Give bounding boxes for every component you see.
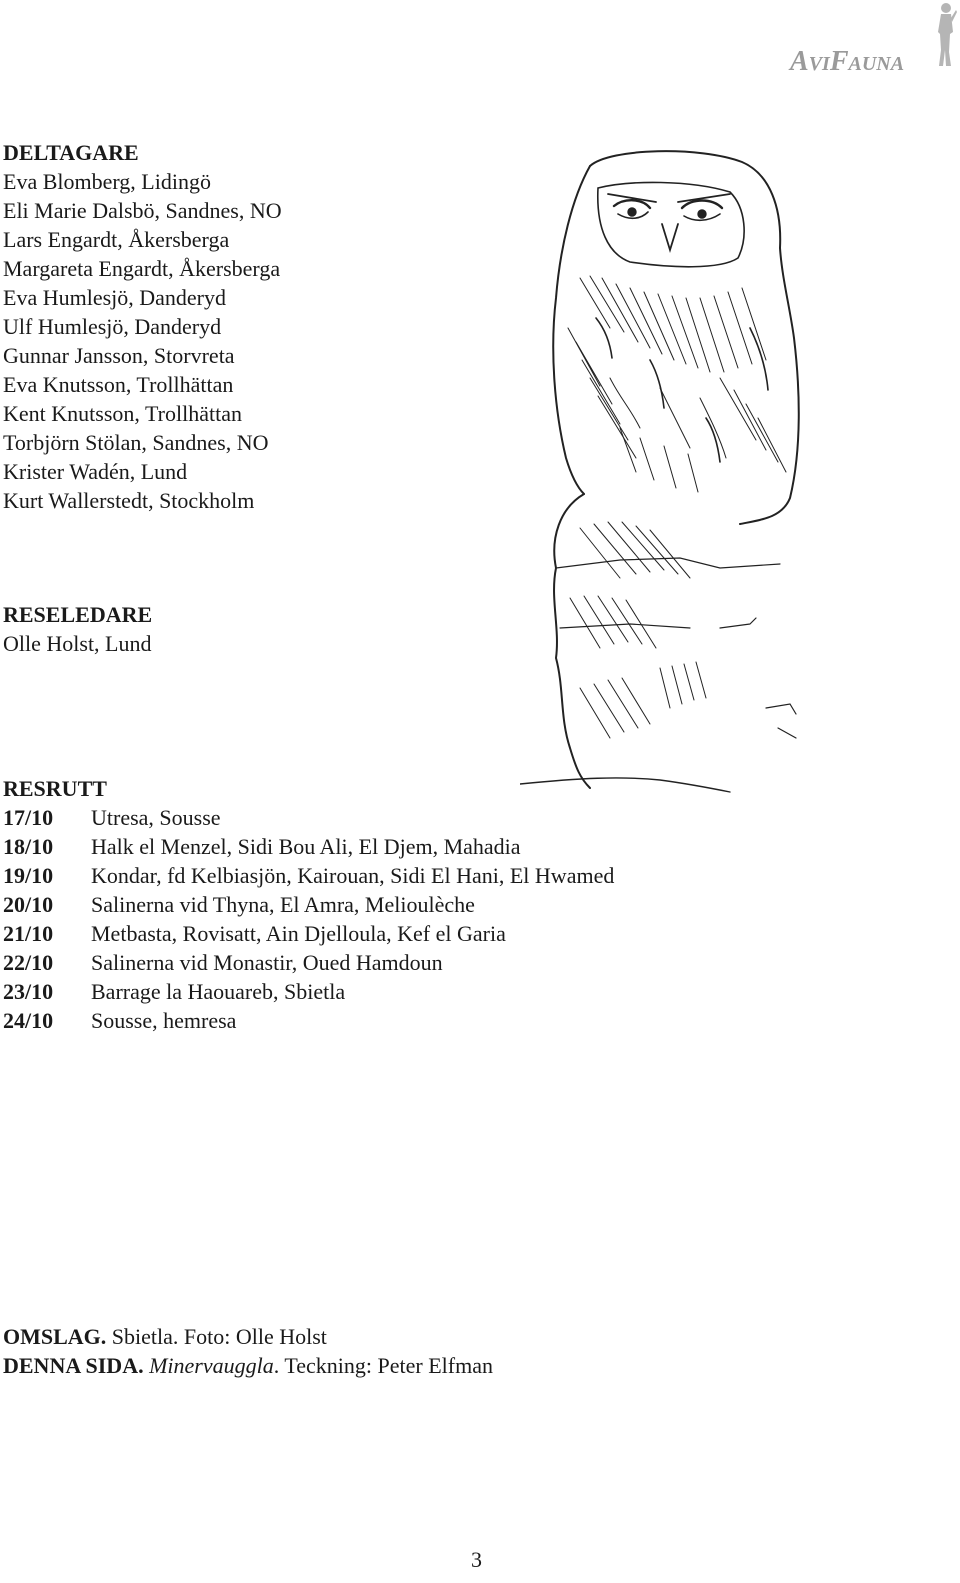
route-places: Salinerna vid Thyna, El Amra, Melioulèche	[91, 892, 475, 917]
route-places: Sousse, hemresa	[91, 1008, 237, 1033]
route-places: Barrage la Haouareb, Sbietla	[91, 979, 346, 1004]
page-credit-text: . Teckning: Peter Elfman	[273, 1353, 493, 1378]
participant-item: Ulf Humlesjö, Danderyd	[3, 314, 222, 339]
route-row	[3, 948, 443, 977]
participant-item: Kent Knutsson, Trollhättan	[3, 401, 242, 426]
participant-item: Margareta Engardt, Åkersberga	[3, 256, 281, 281]
route-row	[3, 919, 506, 948]
leader-heading: RESELEDARE	[3, 602, 153, 627]
route-places: Halk el Menzel, Sidi Bou Ali, El Djem, Mahadia	[91, 834, 521, 859]
route-row	[3, 861, 614, 890]
route-row	[3, 890, 475, 919]
page-credit-species: Minervauggla	[149, 1353, 274, 1378]
route-date: 18/10	[3, 834, 54, 859]
logo-wordmark: AVIFAUNA	[790, 46, 905, 77]
participant-item: Eli Marie Dalsbö, Sandnes, NO	[3, 198, 282, 223]
participant-item: Eva Humlesjö, Danderyd	[3, 285, 226, 310]
leader-name: Olle Holst, Lund	[3, 631, 152, 656]
participant-item: Torbjörn Stölan, Sandnes, NO	[3, 430, 269, 455]
page-number: 3	[471, 1547, 482, 1572]
route-date: 22/10	[3, 950, 54, 975]
route-date: 20/10	[3, 892, 54, 917]
route-date: 23/10	[3, 979, 54, 1004]
participant-item: Lars Engardt, Åkersberga	[3, 227, 230, 252]
route-places: Salinerna vid Monastir, Oued Hamdoun	[91, 950, 443, 975]
route-places: Metbasta, Rovisatt, Ain Djelloula, Kef el Garia	[91, 921, 506, 946]
route-row	[3, 803, 221, 832]
route-places: Kondar, fd Kelbiasjön, Kairouan, Sidi El Hani, El Hwamed	[91, 863, 615, 888]
participant-item: Krister Wadén, Lund	[3, 459, 188, 484]
route-row	[3, 832, 521, 861]
route-row	[3, 1006, 236, 1035]
route-date: 21/10	[3, 921, 54, 946]
route-date: 17/10	[3, 805, 54, 830]
participant-item: Kurt Wallerstedt, Stockholm	[3, 488, 255, 513]
route-places: Utresa, Sousse	[91, 805, 221, 830]
page-credit	[3, 1351, 493, 1380]
route-date: 19/10	[3, 863, 54, 888]
cover-credit	[3, 1322, 327, 1351]
participant-item: Eva Knutsson, Trollhättan	[3, 372, 234, 397]
route-row	[3, 977, 345, 1006]
route-heading: RESRUTT	[3, 776, 107, 801]
participants-heading: DELTAGARE	[3, 140, 139, 165]
participant-item: Gunnar Jansson, Storvreta	[3, 343, 235, 368]
owl-sketch-illustration	[520, 128, 820, 800]
page-credit-label: DENNA SIDA.	[3, 1353, 144, 1378]
participant-item: Eva Blomberg, Lidingö	[3, 169, 211, 194]
cover-credit-label: OMSLAG.	[3, 1324, 107, 1349]
cover-credit-text: Sbietla. Foto: Olle Holst	[106, 1324, 327, 1349]
logo-figure-icon	[935, 2, 957, 68]
route-date: 24/10	[3, 1008, 54, 1033]
